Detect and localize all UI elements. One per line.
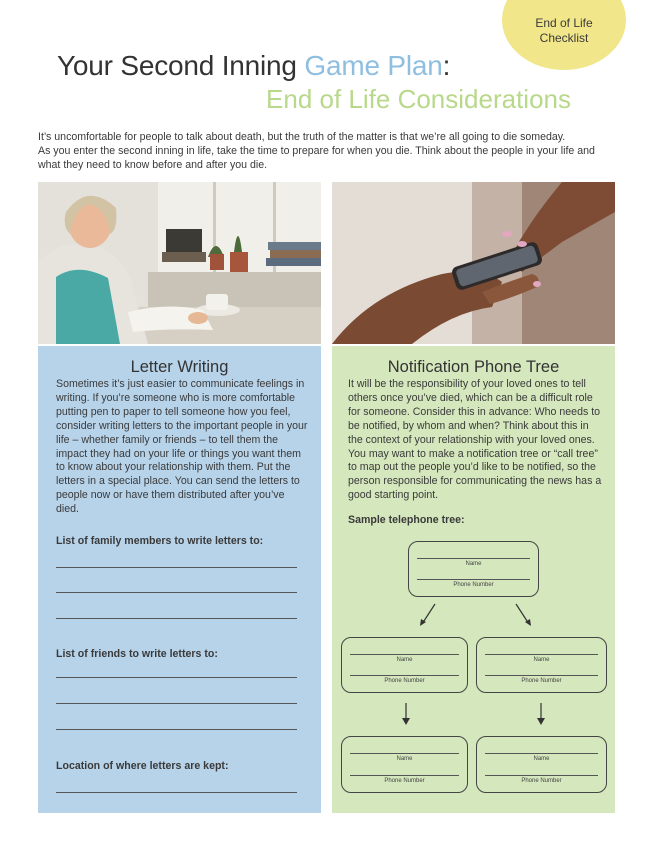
- node-2-right-phone-label: Phone Number: [521, 678, 562, 684]
- root-name-label: Name: [465, 561, 482, 567]
- location-label: Location of where letters are kept:: [56, 760, 229, 772]
- node-3-left-name-line[interactable]: [350, 753, 459, 754]
- tree-node-2-right: [476, 637, 607, 693]
- badge-line-1: End of Life: [535, 16, 593, 30]
- tree-node-3-left: [341, 736, 468, 793]
- page-title: [57, 50, 450, 82]
- arrow-root-right: [512, 602, 534, 628]
- letter-writing-panel: [38, 346, 321, 813]
- page-subtitle: End of Life Considerations: [266, 84, 571, 114]
- node-3-left-name-label: Name: [396, 756, 413, 762]
- node-3-left-phone-line[interactable]: [350, 775, 459, 776]
- friends-list-label: List of friends to write letters to:: [56, 648, 218, 660]
- title-main: Your Second Inning: [57, 50, 305, 81]
- phone-tree-body: It will be the responsibility of your loved ones to tell others once you’ve died, which can be a difficult role for someone. Consider this in advance: Who needs to be notified, by whom and when? Think about this in the context of your relationship with your loved ones. You may want to make a notification tree or “call tree” to map out the people you’d like to be notified, so the person responsible for communicating the news has a good starting point.: [348, 378, 602, 502]
- family-list-label: List of family members to write letters to:: [56, 535, 264, 547]
- friends-line-1[interactable]: [56, 677, 297, 678]
- intro-paragraph: [38, 130, 618, 172]
- node-2-left-phone-line[interactable]: [350, 675, 459, 676]
- photo-hands-phone: [332, 182, 615, 344]
- location-line[interactable]: [56, 792, 297, 793]
- arrow-down-left: [400, 702, 412, 726]
- photo-woman-writing-illustration: [38, 182, 321, 344]
- node-2-left-phone-label: Phone Number: [384, 678, 425, 684]
- friends-line-3[interactable]: [56, 729, 297, 730]
- node-2-right-phone-line[interactable]: [485, 675, 598, 676]
- node-3-right-phone-label: Phone Number: [521, 778, 562, 784]
- sample-tree-label: Sample telephone tree:: [348, 514, 465, 526]
- arrow-down-right: [535, 702, 547, 726]
- family-line-1[interactable]: [56, 567, 297, 568]
- arrow-root-left: [417, 602, 439, 628]
- friends-line-2[interactable]: [56, 703, 297, 704]
- photo-hands-phone-illustration: [332, 182, 615, 344]
- root-phone-label: Phone Number: [453, 582, 494, 588]
- node-2-right-name-label: Name: [533, 657, 550, 663]
- family-line-2[interactable]: [56, 592, 297, 593]
- node-3-right-phone-line[interactable]: [485, 775, 598, 776]
- intro-line-2: As you enter the second inning in life, take the time to prepare for when you die. Think about the people in your life and what they need to know before and after you die.: [38, 145, 595, 171]
- node-2-left-name-line[interactable]: [350, 654, 459, 655]
- checklist-badge-text: [502, 16, 626, 46]
- family-line-3[interactable]: [56, 618, 297, 619]
- phone-tree-heading: Notification Phone Tree: [387, 358, 560, 376]
- title-colon: :: [442, 50, 451, 81]
- title-accent: Game Plan: [304, 50, 443, 81]
- letter-writing-heading: Letter Writing: [130, 358, 229, 376]
- tree-node-2-left: [341, 637, 468, 693]
- phone-tree-panel: [332, 346, 615, 813]
- node-2-right-name-line[interactable]: [485, 654, 598, 655]
- root-phone-line[interactable]: [417, 579, 530, 580]
- tree-node-root: [408, 541, 539, 597]
- badge-line-2: Checklist: [539, 31, 589, 45]
- root-name-line[interactable]: [417, 558, 530, 559]
- tree-node-3-right: [476, 736, 607, 793]
- node-3-left-phone-label: Phone Number: [384, 778, 425, 784]
- node-3-right-name-line[interactable]: [485, 753, 598, 754]
- letter-writing-body: Sometimes it’s just easier to communicate feelings in writing. If you’re someone who is more comfortable putting pen to paper to tell someone how you feel, consider writing letters to the important people in your life – whether family or friends – to tell them the impact they had on your life or things you want them to know about your relationship with them. Put the letters in a special place. You can send the letters to people now or have them distributed after you’ve died.: [56, 378, 308, 516]
- node-2-left-name-label: Name: [396, 657, 413, 663]
- node-3-right-name-label: Name: [533, 756, 550, 762]
- intro-line-1: It’s uncomfortable for people to talk about death, but the truth of the matter is that we’re all going to die someday.: [38, 131, 566, 143]
- photo-woman-writing: [38, 182, 321, 344]
